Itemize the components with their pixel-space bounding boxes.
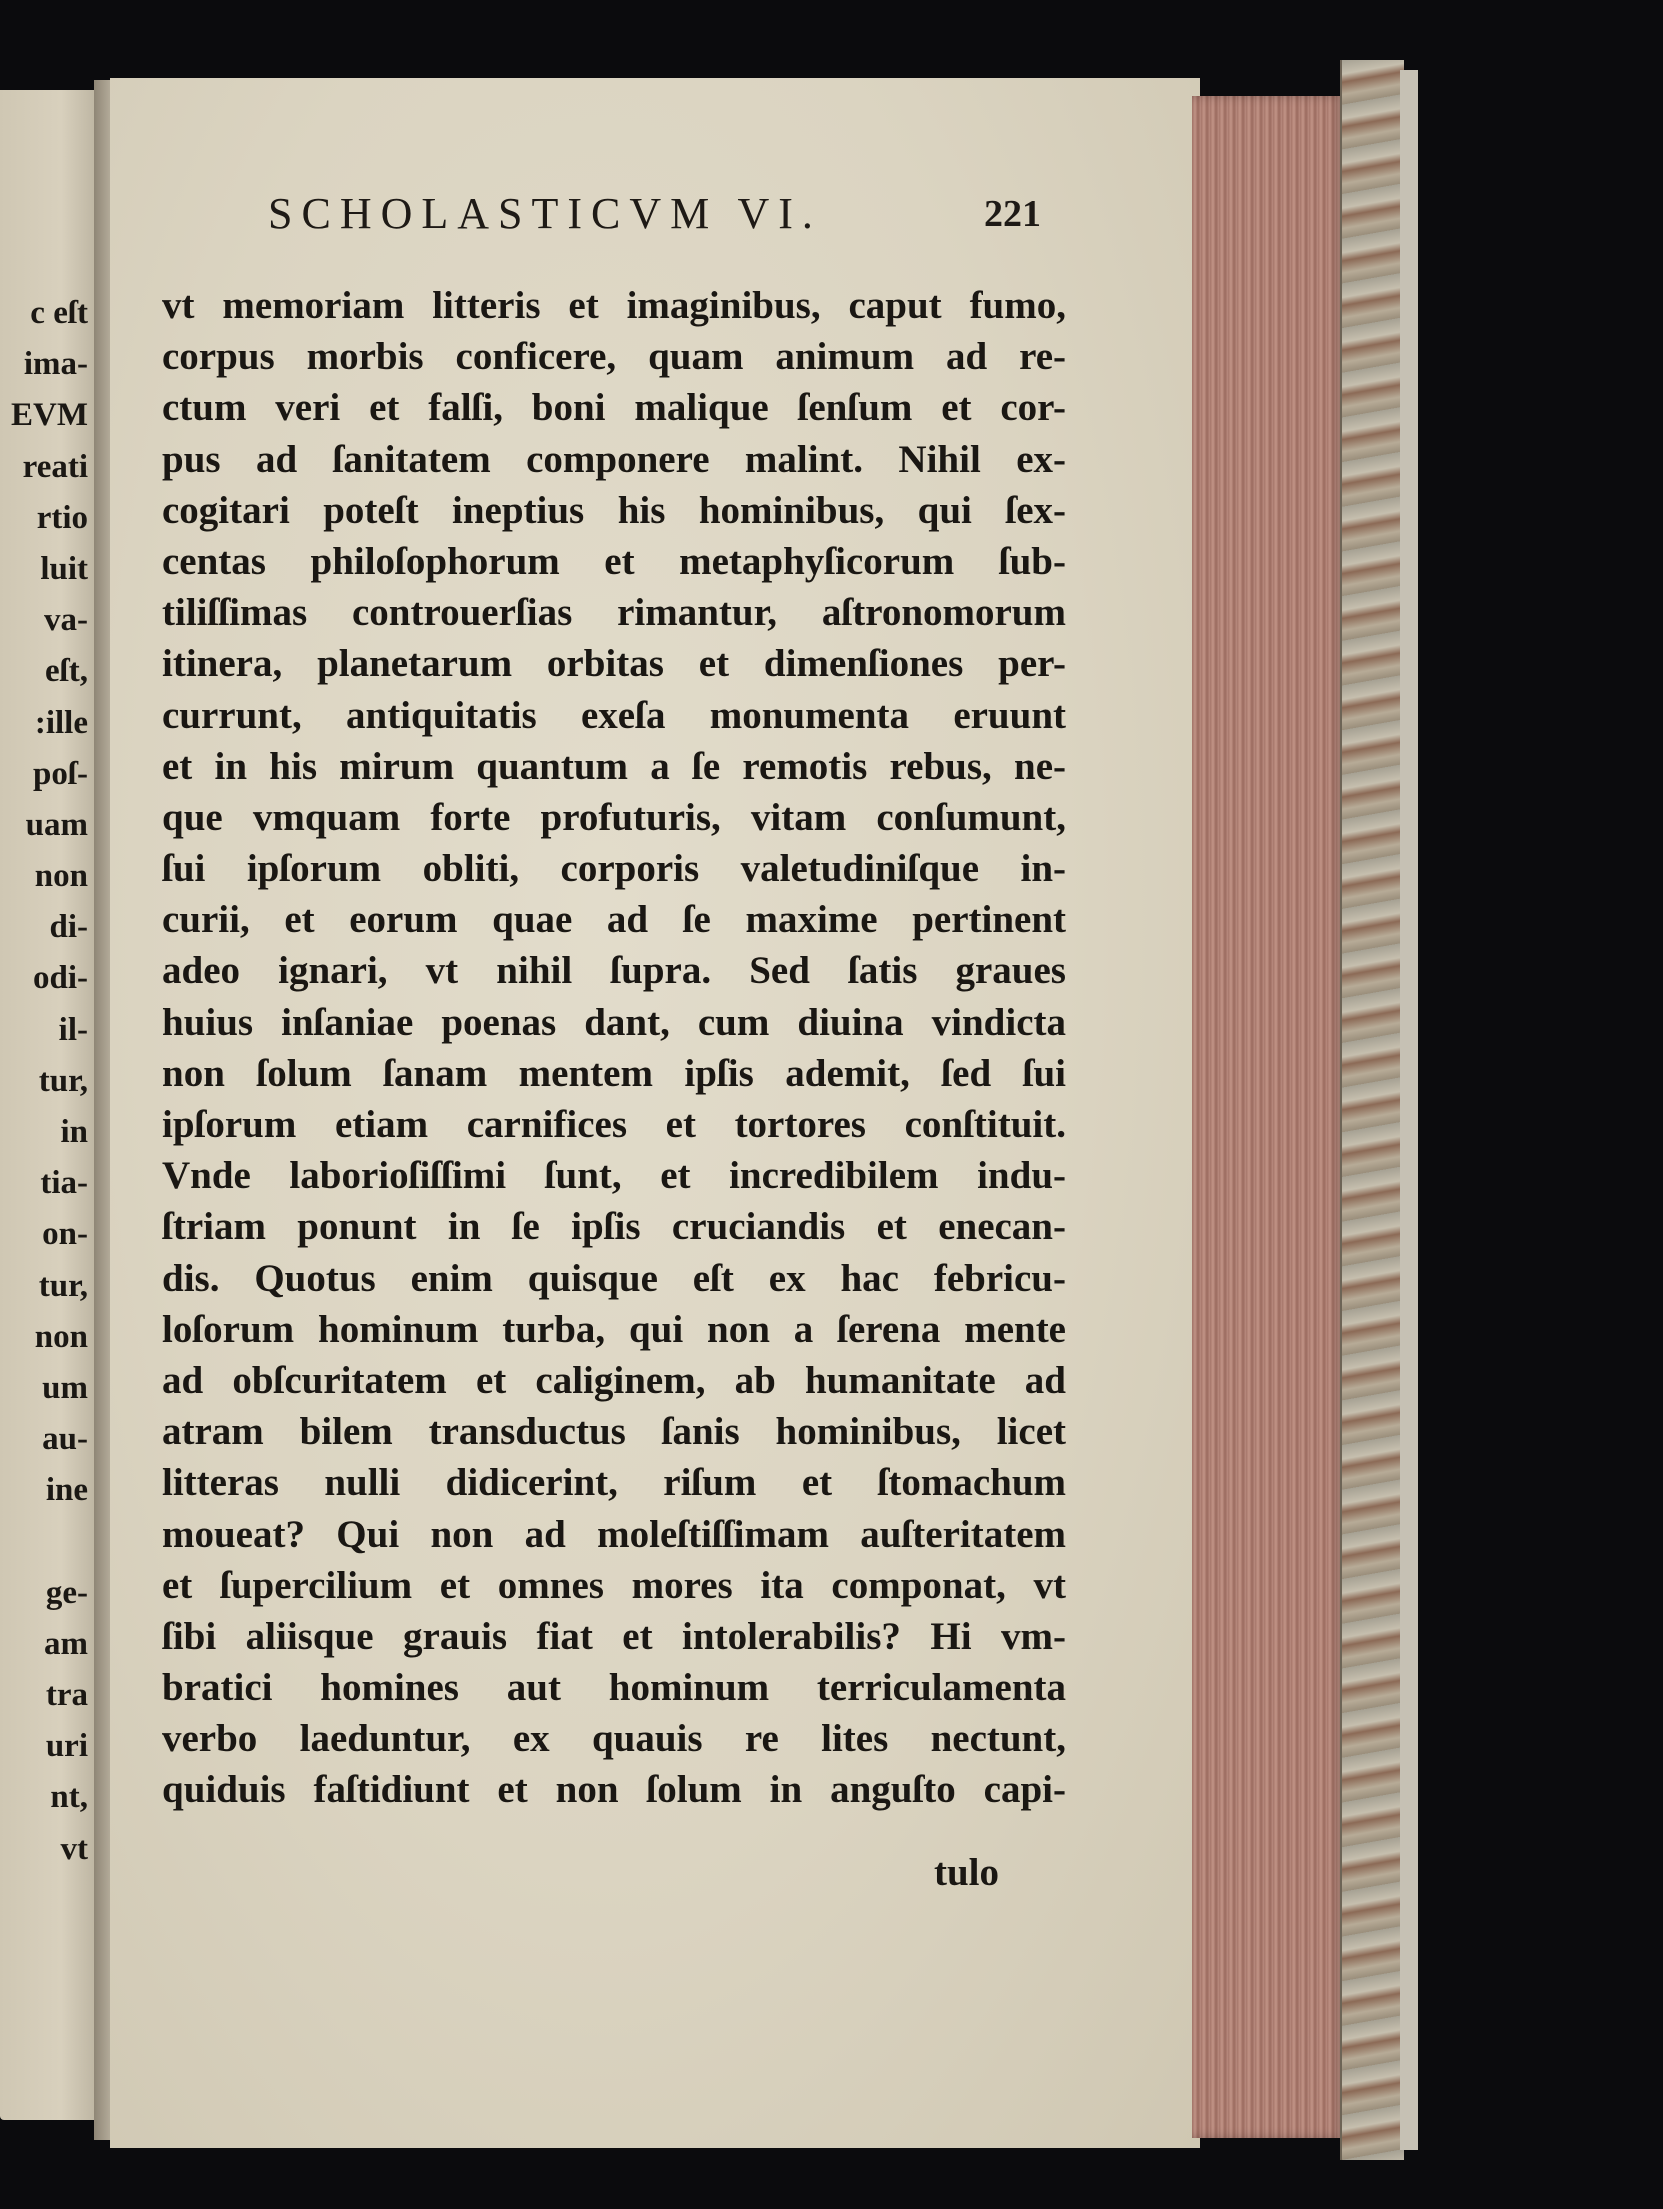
text-line: dis. Quotus enim quisque eſt ex hac febricu-: [162, 1256, 1066, 1300]
left-page: [0, 90, 102, 2120]
left-line: uri: [45, 1728, 88, 1765]
left-line: di-: [49, 909, 88, 946]
left-line: au-: [42, 1421, 88, 1458]
left-line: tia-: [40, 1165, 88, 1202]
left-page-text: [11, 288, 88, 1875]
cover-edge: [1400, 70, 1418, 2150]
text-line: moueat? Qui non ad moleſtiſſimam auſteritatem: [162, 1512, 1066, 1556]
text-line: et ſupercilium et omnes mores ita componat, vt: [162, 1563, 1066, 1607]
left-line: nt,: [50, 1779, 88, 1816]
text-line: itinera, planetarum orbitas et dimenſiones per-: [162, 642, 1066, 686]
text-line: que vmquam forte profuturis, vitam conſumunt,: [162, 795, 1066, 839]
left-line: am: [44, 1625, 88, 1662]
text-line: verbo laeduntur, ex quauis re lites nectunt,: [162, 1717, 1066, 1761]
text-line: ſui ipſorum obliti, corporis valetudiniſque in-: [162, 847, 1066, 891]
text-line: huius inſaniae poenas dant, cum diuina vindicta: [162, 1000, 1066, 1044]
left-line: tur,: [38, 1062, 88, 1099]
left-line: non: [34, 858, 88, 895]
catchword: tulo: [934, 1851, 1000, 1894]
left-line: non: [34, 1318, 88, 1355]
left-line: EVM: [11, 397, 88, 434]
text-line: loſorum hominum turba, qui non a ſerena mente: [162, 1307, 1066, 1351]
text-line: cogitari poteſt ineptius his hominibus, qui ſex-: [162, 488, 1066, 532]
text-line: currunt, antiquitatis exeſa monumenta eruunt: [162, 693, 1066, 737]
left-line: [11, 1517, 88, 1568]
text-line: Vnde laborioſiſſimi ſunt, et incredibilem indu-: [162, 1154, 1066, 1198]
text-line: ſtriam ponunt in ſe ipſis cruciandis et enecan-: [162, 1205, 1066, 1249]
running-head: SCHOLASTICVM VI.: [268, 189, 822, 238]
page-number: 221: [984, 193, 1041, 235]
left-line: ine: [45, 1472, 88, 1509]
text-line: bratici homines aut hominum terriculamenta: [162, 1666, 1066, 1710]
text-line: non ſolum ſanam mentem ipſis ademit, ſed ſui: [162, 1051, 1066, 1095]
text-line: corpus morbis conficere, quam animum ad re-: [162, 335, 1066, 379]
left-line: luit: [40, 550, 88, 587]
left-line: ge-: [45, 1574, 88, 1611]
left-line: um: [42, 1369, 88, 1406]
left-line: in: [60, 1114, 88, 1150]
left-line: vt: [60, 1830, 88, 1867]
text-line: ad obſcuritatem et caliginem, ab humanitate ad: [162, 1358, 1066, 1402]
left-line: reati: [22, 448, 88, 485]
text-line: ctum veri et falſi, boni malique ſenſum et cor-: [162, 386, 1066, 430]
left-line: :ille: [34, 704, 88, 741]
page-edges: [1192, 96, 1344, 2138]
left-line: odi-: [32, 960, 88, 997]
body-text: [162, 280, 1066, 1816]
text-line: tiliſſimas controuerſias rimantur, aſtronomorum: [162, 591, 1066, 635]
left-line: il-: [58, 1011, 88, 1048]
text-line: vt memoriam litteris et imaginibus, caput fumo,: [162, 284, 1066, 327]
text-line: centas philoſophorum et metaphyſicorum ſub-: [162, 539, 1066, 583]
left-line: on-: [42, 1216, 88, 1253]
text-line: quiduis faſtidiunt et non ſolum in anguſto capi-: [162, 1768, 1066, 1812]
text-line: adeo ignari, vt nihil ſupra. Sed ſatis graues: [162, 949, 1066, 993]
text-line: ſibi aliisque grauis fiat et intolerabilis? Hi vm-: [162, 1614, 1066, 1658]
text-line: et in his mirum quantum a ſe remotis rebus, ne-: [162, 744, 1066, 788]
left-line: c eſt: [30, 295, 88, 331]
text-line: atram bilem transductus ſanis hominibus, licet: [162, 1410, 1066, 1454]
text-line: curii, et eorum quae ad ſe maxime pertinent: [162, 898, 1066, 942]
text-line: litteras nulli didicerint, riſum et ſtomachum: [162, 1461, 1066, 1505]
text-line: pus ad ſanitatem componere malint. Nihil ex-: [162, 437, 1066, 481]
left-line: tra: [45, 1677, 88, 1714]
text-line: ipſorum etiam carnifices et tortores conſtituit.: [162, 1103, 1066, 1146]
left-line: uam: [25, 806, 88, 843]
left-line: va-: [44, 602, 88, 639]
left-line: poſ-: [32, 755, 88, 792]
left-line: ima-: [23, 346, 88, 383]
marbled-cover: [1340, 60, 1404, 2160]
left-line: eſt,: [44, 653, 88, 690]
left-line: tur,: [38, 1267, 88, 1304]
left-line: rtio: [36, 499, 88, 536]
